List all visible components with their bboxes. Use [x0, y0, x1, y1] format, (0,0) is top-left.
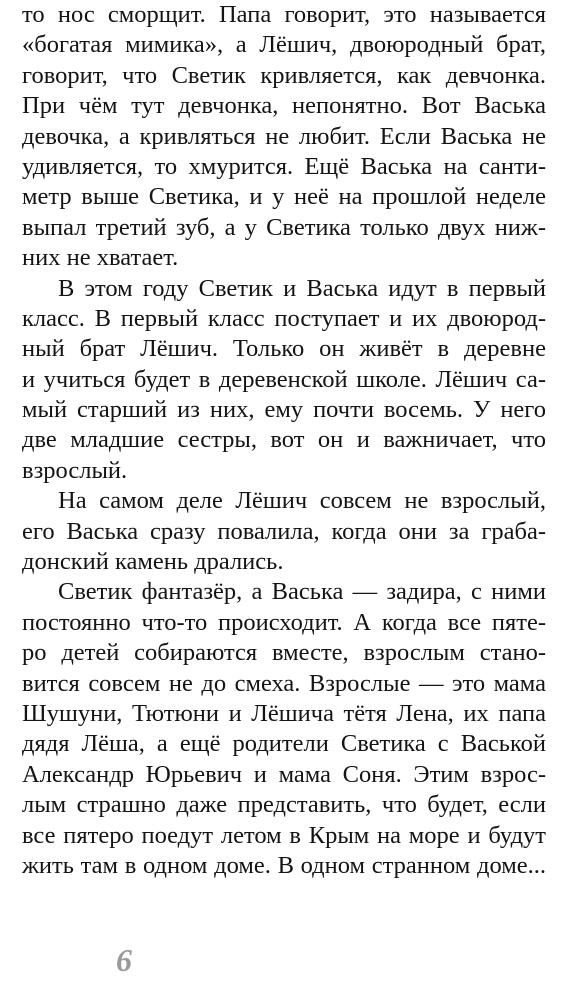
paragraph-first-line: На самом деле Лёшич совсем не взрослый,: [58, 487, 546, 515]
text-line: При чём тут девчонка, непонятно. Вот Васька: [22, 92, 546, 120]
text-line: донский камень дрались.: [22, 548, 284, 576]
text-line: Александр Юрьевич и мама Соня. Этим взрос-: [22, 760, 546, 788]
text-line: удивляется, то хмурится. Ещё Васька на санти-: [22, 152, 546, 180]
text-line: говорит, что Светик кривляется, как девчонка.: [22, 61, 546, 89]
text-line: дядя Лёша, а ещё родители Светика с Васькой: [22, 730, 546, 758]
paragraph-first-line: В этом году Светик и Васька идут в первый: [58, 274, 546, 302]
text-line: его Васька сразу повалила, когда они за граба-: [22, 517, 546, 545]
text-line: Шушуни, Тютюни и Лёшича тётя Лена, их папа: [22, 699, 546, 727]
text-line: вится совсем не до смеха. Взрослые — это мама: [22, 669, 546, 697]
text-line: ро детей собираются вместе, взрослым стано-: [22, 639, 546, 667]
text-line: ный брат Лёшич. Только он живёт в деревне: [22, 335, 546, 363]
text-line: класс. В первый класс поступает и их двоюрод-: [22, 304, 546, 332]
body-text: [22, 0, 546, 881]
text-line: метр выше Светика, и у неё на прошлой неделе: [22, 183, 546, 211]
text-line: них не хватает.: [22, 244, 179, 272]
text-line: все пятеро поедут летом в Крым на море и будут: [22, 821, 546, 849]
text-line: жить там в одном доме. В одном странном доме...: [22, 851, 546, 879]
text-line: взрослый.: [22, 456, 128, 484]
text-line: две младшие сестры, вот он и важничает, что: [22, 426, 546, 454]
text-line: лым страшно даже представить, что будет, если: [22, 791, 546, 819]
text-line: выпал третий зуб, а у Светика только двух ниж-: [22, 213, 546, 241]
text-line: то нос сморщит. Папа говорит, это называется: [22, 1, 546, 28]
page-number: 6: [116, 942, 132, 978]
text-line: и учиться будет в деревенской школе. Лёшич са-: [22, 365, 546, 393]
text-line: постоянно что-то происходит. А когда все пяте-: [22, 608, 546, 636]
text-line: девочка, а кривляться не любит. Если Васька не: [22, 122, 546, 150]
paragraph-first-line: Светик фантазёр, а Васька — задира, с ними: [58, 578, 546, 606]
text-line: «богатая мимика», а Лёшич, двоюродный брат,: [22, 31, 546, 59]
text-line: мый старший из них, ему почти восемь. У него: [22, 396, 546, 424]
